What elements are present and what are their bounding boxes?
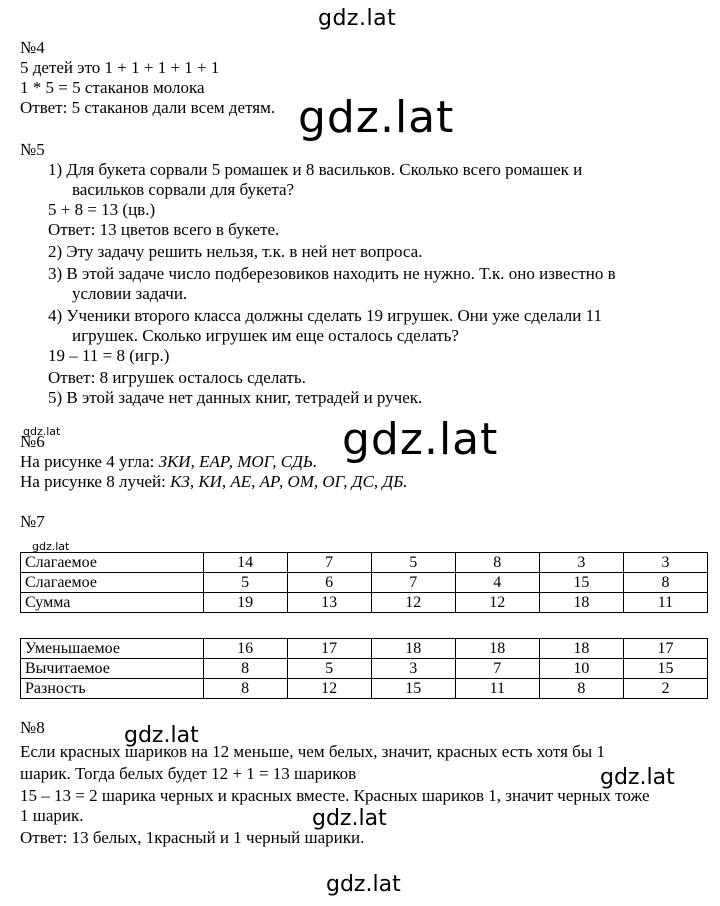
task7-heading: №7 [20,512,45,531]
table-cell: 7 [455,659,539,679]
table-cell: Слагаемое [21,573,204,593]
table-cell: 3 [371,659,455,679]
watermark-mid-3: gdz.lat [312,806,387,831]
task8-line: шарик. Тогда белых будет 12 + 1 = 13 шариков [20,764,357,783]
table-cell: 10 [539,659,623,679]
table-cell: 18 [539,593,623,613]
task6-rays-list: КЗ, КИ, АЕ, АР, ОМ, ОГ, ДС, ДБ. [170,472,408,491]
task8-heading: №8 [20,718,45,737]
table-cell: 3 [623,553,707,573]
table-cell: Уменьшаемое [21,639,204,659]
task5-line: условии задачи. [72,284,188,303]
table-cell: 17 [623,639,707,659]
table-cell: 7 [287,553,371,573]
task4-heading: №4 [20,38,45,57]
task6-angles-list: ЗКИ, ЕАР, МОГ, СДЬ. [158,452,318,471]
watermark-small-1: gdz.lat [23,425,61,438]
table-cell: Сумма [21,593,204,613]
table-cell: 6 [287,573,371,593]
table-cell: 14 [203,553,287,573]
table-cell: 5 [203,573,287,593]
watermark-small-2: gdz.lat [32,540,70,553]
task5-line: 3) В этой задаче число подберезовиков находить не нужно. Т.к. оно известно в [48,264,616,283]
table-cell: 3 [539,553,623,573]
addition-table [20,552,708,613]
table-cell: 5 [371,553,455,573]
task6-angles-label: На рисунке 4 угла: [20,452,159,471]
table-cell: 5 [287,659,371,679]
table-cell: 11 [623,593,707,613]
watermark-top: gdz.lat [318,6,397,31]
watermark-mid-1: gdz.lat [124,723,199,748]
table-row [21,553,708,573]
table-cell: 2 [623,679,707,699]
table-cell: 15 [371,679,455,699]
table-cell: 8 [203,659,287,679]
task8-line: 1 шарик. [20,806,84,825]
table-cell: Разность [21,679,204,699]
table-cell: 17 [287,639,371,659]
table-row [21,639,708,659]
task6-heading: №6 [20,432,45,451]
table-cell: 18 [455,639,539,659]
task5-line: 4) Ученики второго класса должны сделать 19 игрушек. Они уже сделали 11 [48,306,602,325]
table-cell: 12 [455,593,539,613]
table-cell: 8 [623,573,707,593]
task4-line: 5 детей это 1 + 1 + 1 + 1 + 1 [20,58,220,77]
task5-line: игрушек. Сколько игрушек им еще осталось сделать? [72,326,459,345]
task4-answer: Ответ: 5 стаканов дали всем детям. [20,98,276,117]
table-cell: 19 [203,593,287,613]
table-cell: 13 [287,593,371,613]
task6-rays-label: На рисунке 8 лучей: [20,472,171,491]
table-cell: Вычитаемое [21,659,204,679]
table-row [21,659,708,679]
table-cell: 8 [203,679,287,699]
task8-line: Если красных шариков на 12 меньше, чем белых, значит, красных есть хотя бы 1 [20,742,605,761]
table-cell: 8 [539,679,623,699]
table-cell: 16 [203,639,287,659]
table-cell: 12 [287,679,371,699]
task5-line: Ответ: 13 цветов всего в букете. [48,220,280,239]
table-cell: 18 [371,639,455,659]
subtraction-table [20,638,708,699]
table-row [21,573,708,593]
table-cell: 12 [371,593,455,613]
table-cell: Слагаемое [21,553,204,573]
task5-line: 5 + 8 = 13 (цв.) [48,200,156,219]
task5-line: 2) Эту задачу решить нельзя, т.к. в ней нет вопроса. [48,242,423,261]
task5-line: 19 – 11 = 8 (игр.) [48,346,170,365]
task6-line-rays [20,472,408,492]
table-row [21,679,708,699]
table-cell: 15 [623,659,707,679]
task5-line: 1) Для букета сорвали 5 ромашек и 8 васильков. Сколько всего ромашек и [48,160,583,179]
table-row [21,593,708,613]
task4-line: 1 * 5 = 5 стаканов молока [20,78,205,97]
watermark-large-1: gdz.lat [298,92,455,143]
task6-line-angles [20,452,317,472]
table-cell: 8 [455,553,539,573]
table-cell: 11 [455,679,539,699]
task5-line: 5) В этой задаче нет данных книг, тетрадей и ручек. [48,388,423,407]
task8-answer: Ответ: 13 белых, 1красный и 1 черный шарики. [20,828,365,847]
table-cell: 15 [539,573,623,593]
task5-line: Ответ: 8 игрушек осталось сделать. [48,368,306,387]
table-cell: 7 [371,573,455,593]
task5-line: васильков сорвали для букета? [72,180,295,199]
watermark-bottom: gdz.lat [326,872,401,897]
table-cell: 4 [455,573,539,593]
table-cell: 18 [539,639,623,659]
watermark-large-2: gdz.lat [342,414,499,465]
task8-line: 15 – 13 = 2 шарика черных и красных вместе. Красных шариков 1, значит черных тоже [20,786,650,805]
watermark-mid-2: gdz.lat [600,765,675,790]
task5-heading: №5 [20,140,45,159]
